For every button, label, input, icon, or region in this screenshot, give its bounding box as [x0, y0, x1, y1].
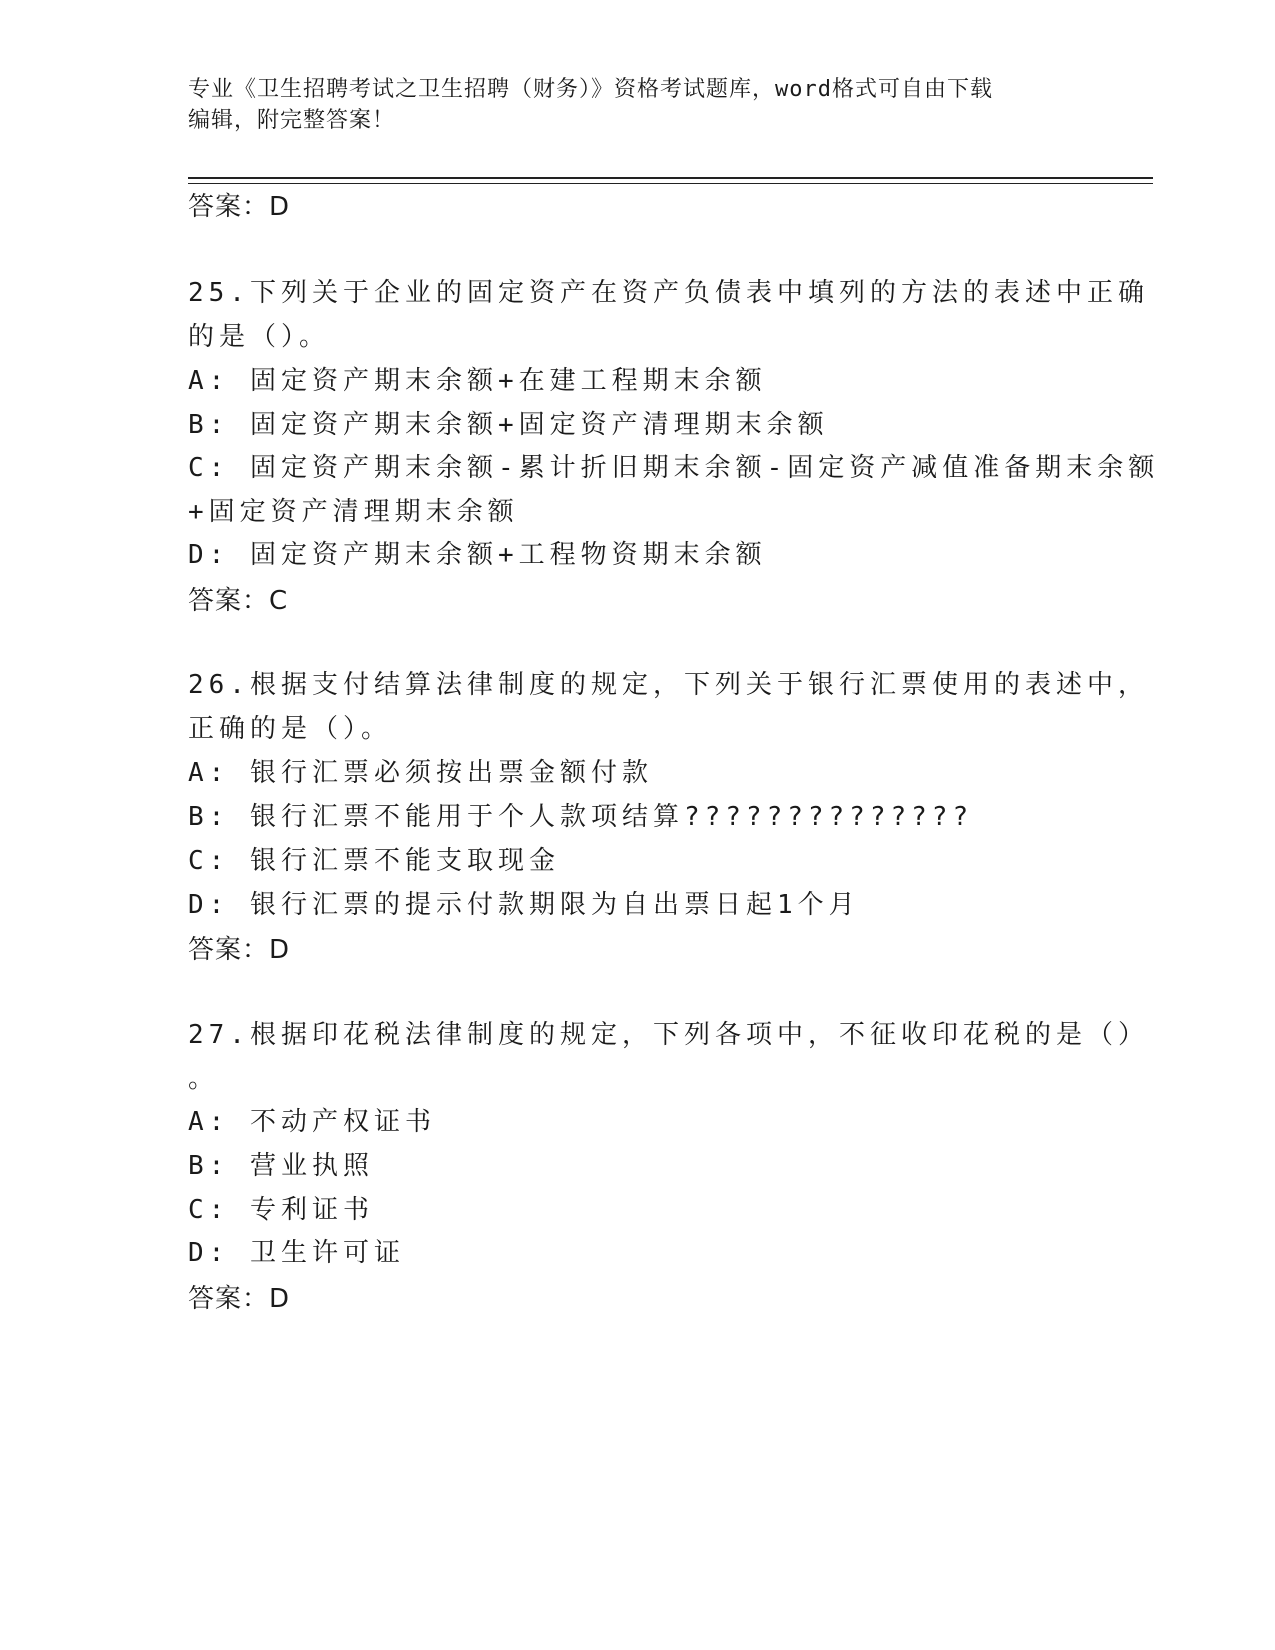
- answer: 答案：D: [188, 935, 291, 965]
- option-a: A: 不动产权证书: [188, 1107, 436, 1137]
- option-c: C: 固定资产期末余额-累计折旧期末余额-固定资产减值准备期末余额: [188, 453, 1160, 483]
- option-c-continued: +固定资产清理期末余额: [188, 497, 519, 527]
- header-line-1: 专业《卫生招聘考试之卫生招聘（财务）》资格考试题库，word格式可自由下载: [188, 77, 993, 102]
- question-stem-line-1: 25.下列关于企业的固定资产在资产负债表中填列的方法的表述中正确: [188, 278, 1149, 308]
- document-header: [188, 74, 1088, 136]
- option-b: B: 固定资产期末余额+固定资产清理期末余额: [188, 410, 829, 440]
- answer: 答案：D: [188, 1284, 291, 1314]
- question-stem-line-2: 。: [188, 1064, 220, 1094]
- previous-answer: 答案：D: [188, 192, 291, 222]
- option-c: C: 银行汇票不能支取现金: [188, 846, 560, 876]
- header-divider-thin: [188, 183, 1153, 184]
- option-b: B: 营业执照: [188, 1151, 374, 1181]
- question-stem-line-2: 的是（）。: [188, 322, 331, 352]
- question-stem-line-1: 27.根据印花税法律制度的规定，下列各项中，不征收印花税的是（）: [188, 1020, 1149, 1050]
- option-b: B: 银行汇票不能用于个人款项结算??????????????: [188, 802, 974, 832]
- option-a: A: 固定资产期末余额+在建工程期末余额: [188, 366, 767, 396]
- option-c: C: 专利证书: [188, 1195, 374, 1225]
- answer: 答案：C: [188, 586, 289, 616]
- question-stem-line-1: 26.根据支付结算法律制度的规定，下列关于银行汇票使用的表述中，: [188, 670, 1149, 700]
- header-divider-thick: [188, 177, 1153, 179]
- option-d: D: 卫生许可证: [188, 1238, 405, 1268]
- option-a: A: 银行汇票必须按出票金额付款: [188, 758, 653, 788]
- header-line-2: 编辑，附完整答案！: [188, 108, 396, 133]
- option-d: D: 银行汇票的提示付款期限为自出票日起1个月: [188, 890, 860, 920]
- question-stem-line-2: 正确的是（）。: [188, 714, 393, 744]
- option-d: D: 固定资产期末余额+工程物资期末余额: [188, 540, 767, 570]
